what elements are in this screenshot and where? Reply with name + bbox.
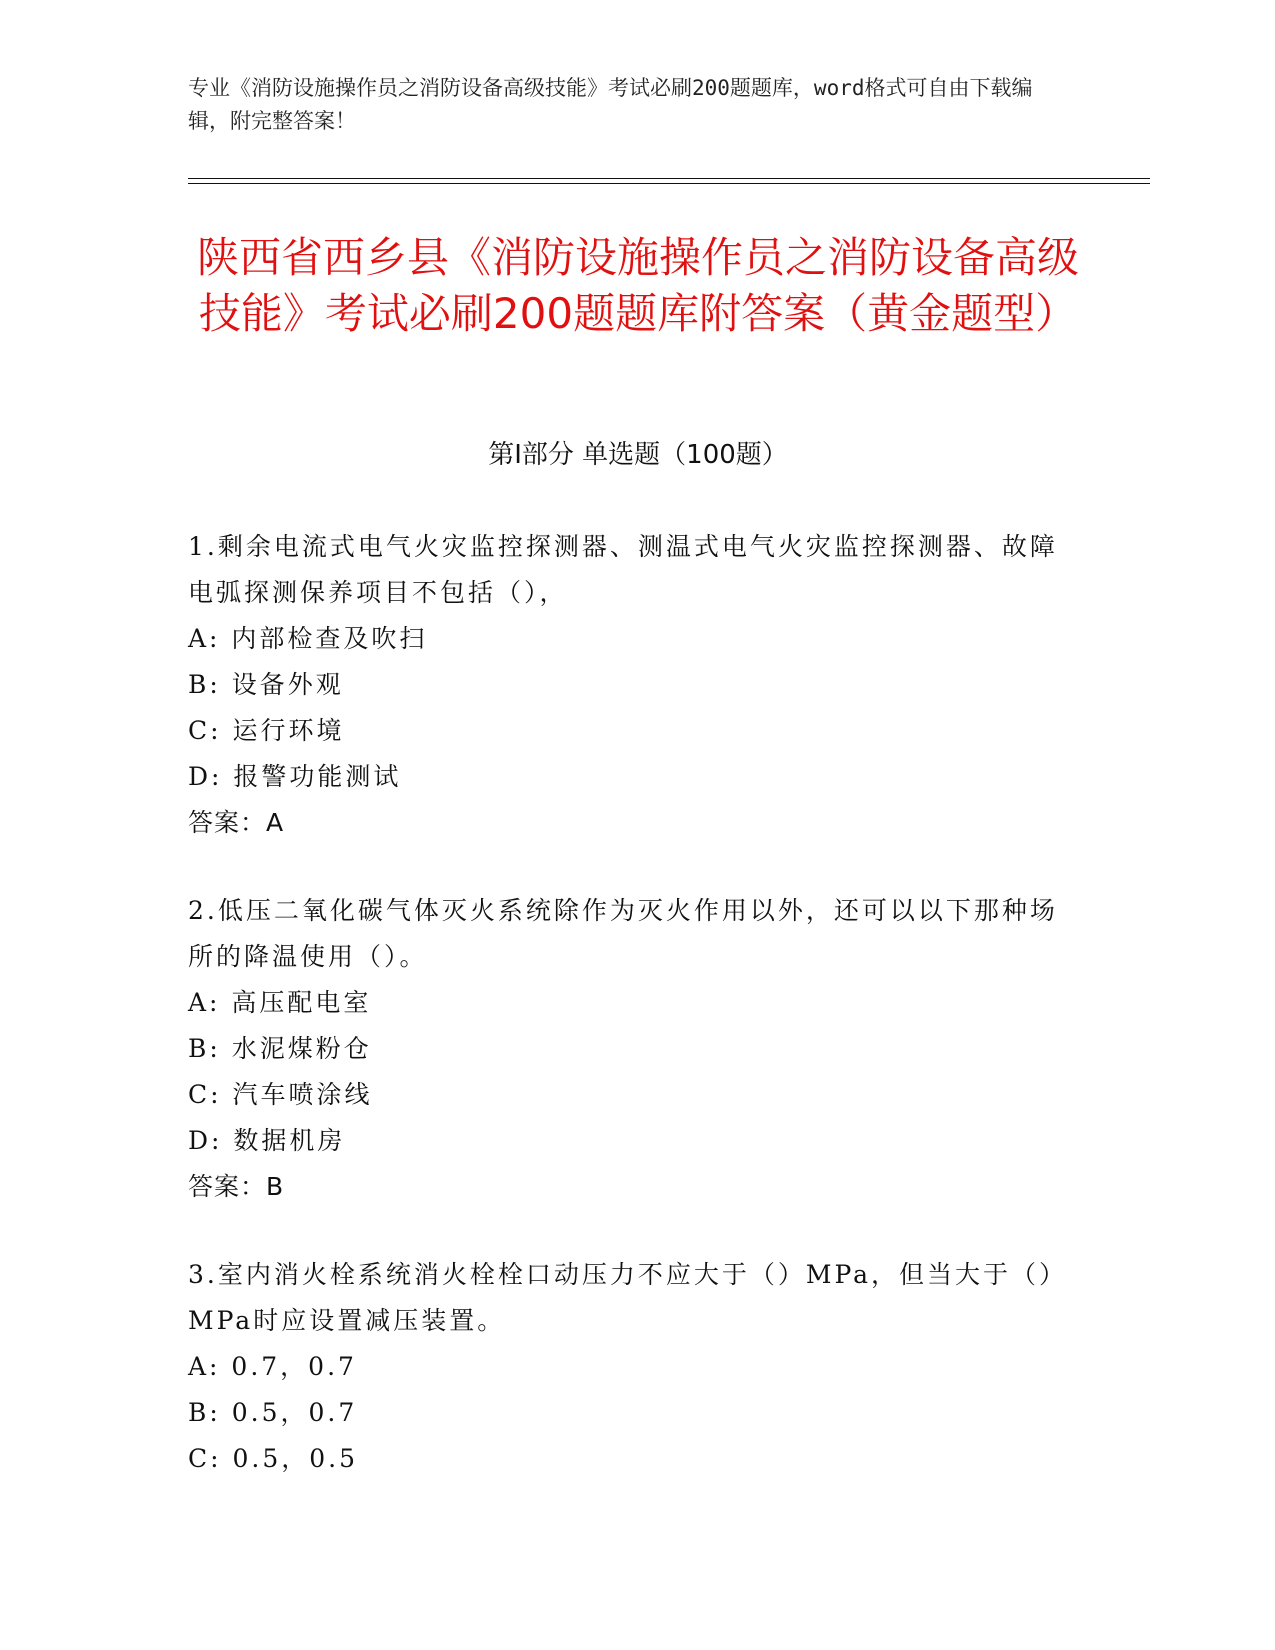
answer: 答案：B (188, 1172, 285, 1201)
section-heading: 第Ⅰ部分 单选题（100题） (488, 440, 788, 470)
question-1 (188, 524, 1068, 846)
option-a: A: 高压配电室 (188, 988, 372, 1017)
option-b: B: 0.5，0.7 (188, 1398, 358, 1427)
answer: 答案：A (188, 808, 285, 837)
question-3 (188, 1252, 1068, 1482)
question-stem: 1.剩余电流式电气火灾监控探测器、测温式电气火灾监控探测器、故障电弧探测保养项目不包括（）， (188, 532, 1058, 607)
option-d: D: 数据机房 (188, 1126, 346, 1155)
option-c: C: 运行环境 (188, 716, 345, 745)
option-c: C: 汽车喷涂线 (188, 1080, 373, 1109)
question-2 (188, 888, 1068, 1210)
option-a: A: 0.7，0.7 (188, 1352, 357, 1381)
option-b: B: 水泥煤粉仓 (188, 1034, 372, 1063)
document-title: 陕西省西乡县《消防设施操作员之消防设备高级技能》考试必刷200题题库附答案（黄金题型） (196, 233, 1079, 338)
option-a: A: 内部检查及吹扫 (188, 624, 428, 653)
header-note: 专业《消防设施操作员之消防设备高级技能》考试必刷200题题库，word格式可自由下载编辑，附完整答案！ (188, 76, 1033, 133)
header-divider-bottom (188, 183, 1150, 184)
option-c: C: 0.5，0.5 (188, 1444, 359, 1473)
option-d: D: 报警功能测试 (188, 762, 402, 791)
question-stem: 2.低压二氧化碳气体灭火系统除作为灭火作用以外，还可以以下那种场所的降温使用（）。 (188, 896, 1058, 971)
question-stem: 3.室内消火栓系统消火栓栓口动压力不应大于（）MPa，但当大于（）MPa时应设置减压装置。 (188, 1260, 1068, 1335)
option-b: B: 设备外观 (188, 670, 344, 699)
header-divider-top (188, 178, 1150, 179)
